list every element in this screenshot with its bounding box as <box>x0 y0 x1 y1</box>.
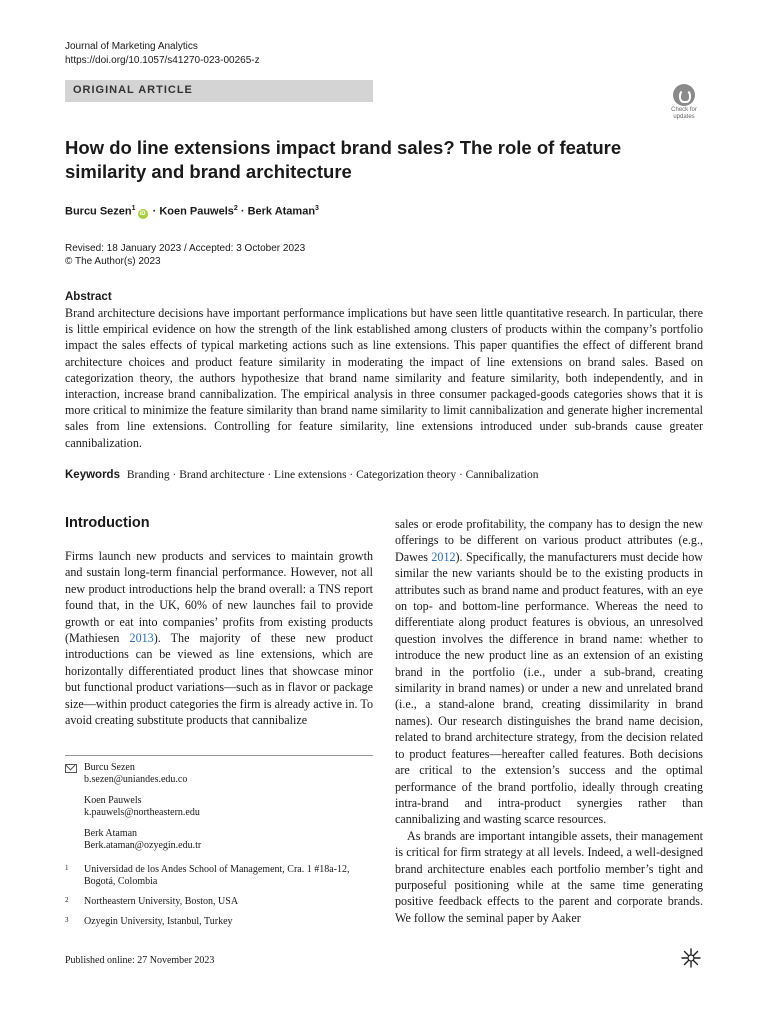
keywords-heading: Keywords <box>65 469 120 481</box>
keywords <box>65 469 538 481</box>
affiliation-entry: 3 Ozyegin University, Istanbul, Turkey <box>65 916 233 927</box>
author-contacts <box>65 762 373 861</box>
article-dates <box>65 242 305 268</box>
doi-link[interactable]: https://doi.org/10.1057/s41270-023-00265-z <box>65 55 260 66</box>
citation-link[interactable]: 2013 <box>129 631 154 646</box>
body-column-right <box>395 516 703 926</box>
abstract-heading: Abstract <box>65 291 112 303</box>
paragraph: As brands are important intangible assets, their management is critical for firm strategy at all levels. Indeed, a well-designed brand architecture enables each portfolio member’s tight and purposeful positioning while at the same time generating positive feedback effects to the parent and corporate brands. We follow the seminal paper by Aaker <box>395 828 703 925</box>
check-updates-icon <box>673 84 695 106</box>
contact-name: Burcu Sezen <box>84 762 135 773</box>
citation-link[interactable]: 2012 <box>431 549 456 564</box>
paragraph: Firms launch new products and services to maintain growth and sustain long-term financial performance. However, not all new product introductions help the brand overall: a TNS report found that, in the UK, 60% of new launches fail to provide growth or eat into companies’ profits from existing products (Mathiesen 2013). The majority of these new product introductions can be viewed as line extensions, which are horizontally differentiated product lines that showcase minor but functional product variations—such as in flavor or package size—within product categories the firm is already active in. To avoid creating substitute products that cannibalize <box>65 549 373 728</box>
copyright: © The Author(s) 2023 <box>65 256 161 267</box>
contact-email[interactable]: b.sezen@uniandes.edu.co <box>84 774 188 785</box>
contact-email[interactable]: Berk.ataman@ozyegin.edu.tr <box>84 840 202 851</box>
envelope-icon <box>65 764 77 773</box>
affiliation-entry: 1 Universidad de los Andes School of Management, Cra. 1 #18a-12, Bogotá, Colombia <box>65 864 350 887</box>
contact-name: Berk Ataman <box>84 828 138 839</box>
journal-header <box>65 40 260 68</box>
author-name[interactable]: Burcu Sezen <box>65 205 132 218</box>
footnote-divider <box>65 755 373 756</box>
contact-email[interactable]: k.pauwels@northeastern.edu <box>84 807 200 818</box>
article-type-bar <box>65 80 373 102</box>
article-type-label: ORIGINAL ARTICLE <box>73 84 193 96</box>
author-list: Burcu Sezen$^1$iD · Koen Pauwels$^2$ · Berk Ataman$^3$ <box>65 205 319 218</box>
orcid-icon[interactable]: iD <box>139 210 146 217</box>
abstract-text: Brand architecture decisions have important performance implications but have seen little quantitative research. In particular, there is little empirical evidence on how the strength of the link established among clusters of products within the company’s portfolio impact the sales effects of typical marketing actions such as line extensions. This paper quantifies the effect of different brand architecture choices and product feature similarity in moderating the impact of line extensions on brand sales. Based on categorization theory, the authors hypothesize that brand name similarity and feature similarity, both independently, and in interaction, increase brand cannibalization. The empirical analysis in three consumer packaged-goods categories shows that it is more critical to minimize the feature similarity than brand name similarity to limit cannibalization and generate higher incremental sales from line extensions. Controlling for feature similarity, line extensions introduced under sub-brands cause greater cannibalization. <box>65 306 703 450</box>
article-title: How do line extensions impact brand sales? The role of feature similarity and brand architecture <box>65 137 622 182</box>
section-heading-introduction: Introduction <box>65 515 150 531</box>
body-column-left <box>65 548 373 728</box>
contact-entry <box>65 828 373 852</box>
springer-horse-icon <box>680 947 702 969</box>
check-for-updates-badge[interactable] <box>664 84 704 124</box>
published-date: Published online: 27 November 2023 <box>65 955 215 966</box>
contact-entry <box>65 762 373 786</box>
author-name[interactable]: Berk Ataman <box>247 205 316 218</box>
journal-name: Journal of Marketing Analytics <box>65 41 198 52</box>
keywords-list: Branding · Brand architecture · Line extensions · Categorization theory · Cannibalization <box>126 469 539 481</box>
revision-dates: Revised: 18 January 2023 / Accepted: 3 October 2023 <box>65 243 306 254</box>
check-updates-label: Check for updates <box>671 107 697 120</box>
affiliation-entry: 2 Northeastern University, Boston, USA <box>65 896 239 907</box>
author-name[interactable]: Koen Pauwels <box>159 205 234 218</box>
contact-name: Koen Pauwels <box>84 795 142 806</box>
contact-entry <box>65 795 373 819</box>
paragraph: sales or erode profitability, the company has to design the new offerings to be different on various product attributes (e.g., Dawes 2012). Specifically, the manufacturers must decide how similar the new variants should be to the existing products in attributes such as brand name and product features, with an eye on top- and bottom-line performance. Whereas the need to differentiate along product features is obvious, an unresolved question involves the difference in brand name: whether to introduce the new product line as an extension of an existing brand in the portfolio (i.e., under a sub-brand, creating similarity in brand names) or under a new and unrelated brand (i.e., a stand-alone brand, creating dissimilarity in brand names). Our research distinguishes the brand name decision, related to brand architecture strategy, from the decision related to product features—hereafter called features. Both decisions are critical to the extension’s success and the optimal performance of the brand portfolio, ideally through creating intra-brand and intra-product synergies rather than cannibalizing and wasting scarce resources. <box>395 517 703 827</box>
affiliations <box>65 864 373 936</box>
